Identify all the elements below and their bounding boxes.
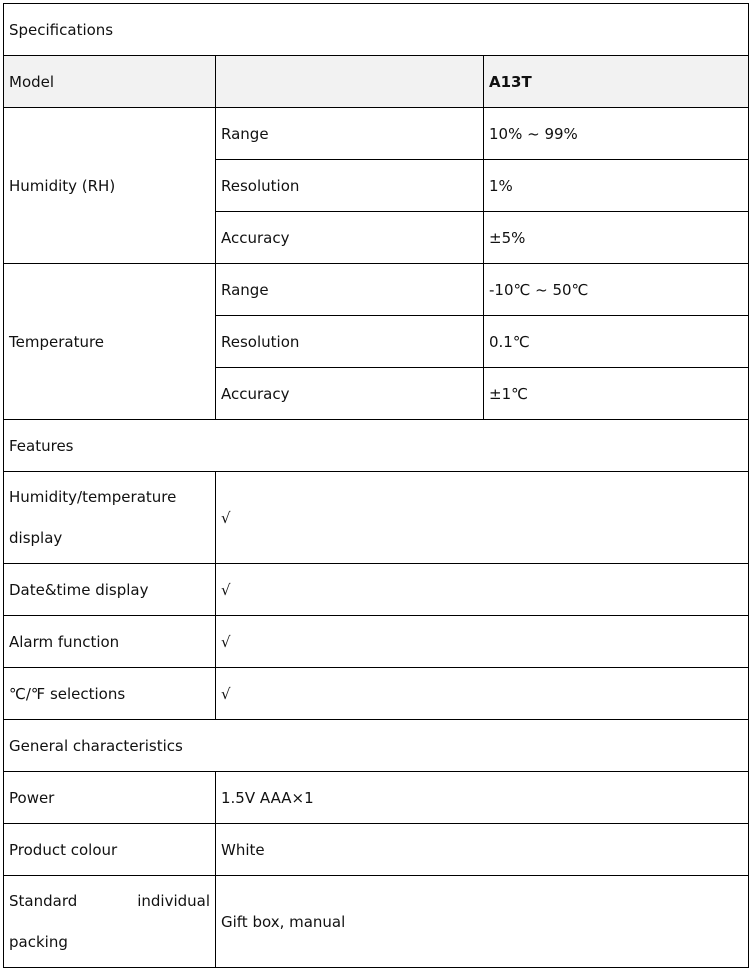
humidity-range-row: [4, 108, 749, 160]
general-row-packing: [4, 876, 749, 968]
feature-label-unit-selections: ℃/℉ selections: [4, 668, 216, 720]
temperature-range-param: Range: [216, 264, 484, 316]
features-header-row: [4, 420, 749, 472]
feature-check-alarm-function: √: [216, 616, 749, 668]
general-label-packing: [4, 876, 216, 968]
humidity-accuracy-value: ±5%: [484, 212, 749, 264]
general-row-product-colour: [4, 824, 749, 876]
general-label-product-colour: Product colour: [4, 824, 216, 876]
model-row: [4, 56, 749, 108]
feature-row-humidity-temperature-display: [4, 472, 749, 564]
temperature-resolution-param: Resolution: [216, 316, 484, 368]
temperature-accuracy-param: Accuracy: [216, 368, 484, 420]
feature-row-date-time-display: [4, 564, 749, 616]
specifications-header: Specifications: [4, 4, 749, 56]
feature-label-line1: Humidity/temperature: [9, 487, 177, 506]
general-header-row: [4, 720, 749, 772]
model-value: A13T: [484, 56, 749, 108]
general-label-packing-line2: packing: [9, 932, 68, 951]
humidity-label: Humidity (RH): [4, 108, 216, 264]
temperature-range-row: [4, 264, 749, 316]
feature-row-alarm-function: [4, 616, 749, 668]
humidity-resolution-value: 1%: [484, 160, 749, 212]
feature-label-date-time-display: Date&time display: [4, 564, 216, 616]
general-label-packing-word1: Standard: [9, 891, 78, 910]
model-empty-cell: [216, 56, 484, 108]
humidity-range-value: 10% ~ 99%: [484, 108, 749, 160]
temperature-range-value: -10℃ ~ 50℃: [484, 264, 749, 316]
humidity-accuracy-param: Accuracy: [216, 212, 484, 264]
temperature-label: Temperature: [4, 264, 216, 420]
model-label: Model: [4, 56, 216, 108]
temperature-resolution-value: 0.1℃: [484, 316, 749, 368]
humidity-range-param: Range: [216, 108, 484, 160]
general-label-packing-line1: [9, 881, 210, 922]
feature-label-humidity-temperature-display: [4, 472, 216, 564]
feature-row-unit-selections: [4, 668, 749, 720]
general-value-power: 1.5V AAA×1: [216, 772, 749, 824]
feature-label-line2: display: [9, 528, 63, 547]
feature-check-date-time-display: √: [216, 564, 749, 616]
general-header: General characteristics: [4, 720, 749, 772]
feature-label-alarm-function: Alarm function: [4, 616, 216, 668]
general-label-packing-word2: individual: [137, 891, 210, 910]
temperature-accuracy-value: ±1℃: [484, 368, 749, 420]
general-value-product-colour: White: [216, 824, 749, 876]
specifications-table: [3, 3, 749, 968]
features-header: Features: [4, 420, 749, 472]
general-label-power: Power: [4, 772, 216, 824]
general-row-power: [4, 772, 749, 824]
feature-check-unit-selections: √: [216, 668, 749, 720]
humidity-resolution-param: Resolution: [216, 160, 484, 212]
general-value-packing: Gift box, manual: [216, 876, 749, 968]
specifications-header-row: [4, 4, 749, 56]
feature-check-humidity-temperature-display: √: [216, 472, 749, 564]
